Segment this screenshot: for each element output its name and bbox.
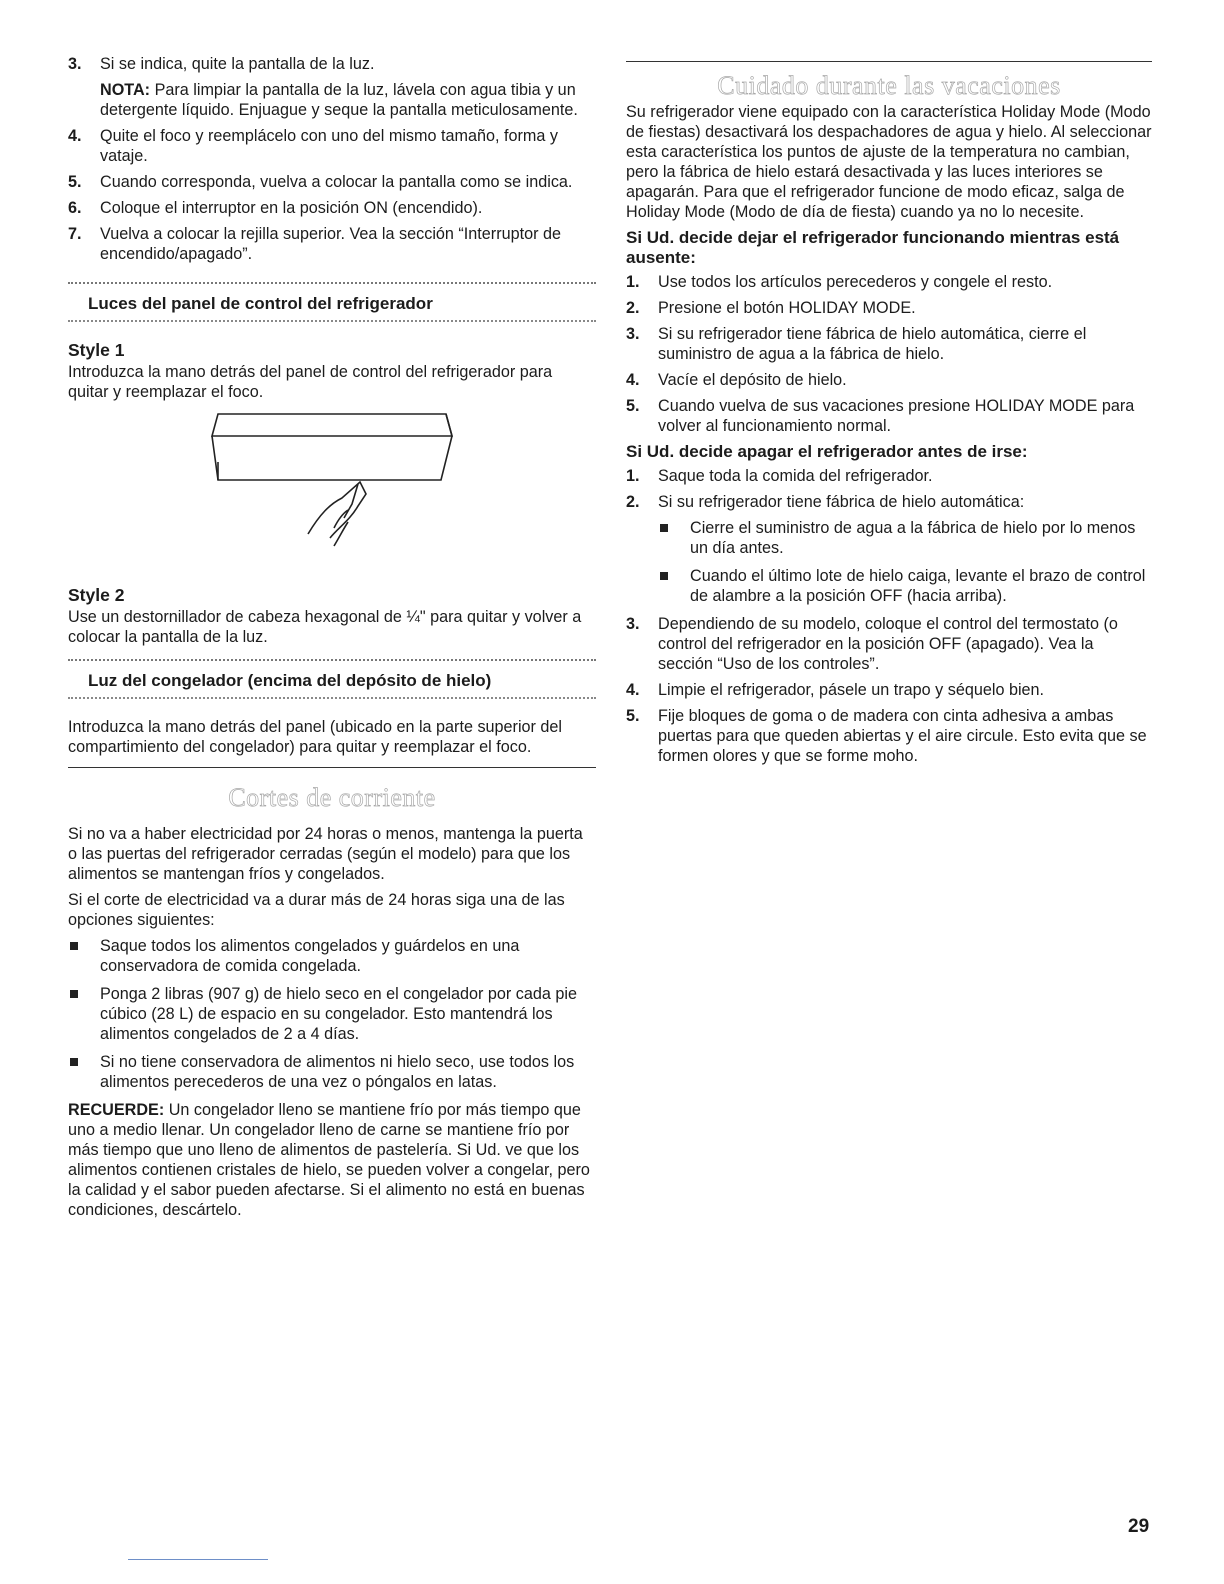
step-text: Si su refrigerador tiene fábrica de hielo automática:: [658, 493, 1025, 511]
remember-paragraph: [68, 1100, 596, 1220]
bullet-item: [658, 566, 1152, 606]
step-number: 5.: [626, 707, 640, 725]
remember-text: Un congelador lleno se mantiene frío por más tiempo que uno a medio llenar. Un congelador lleno de carne se mantiene frío por más tiempo que uno lleno de alimentos de pastelería. Si Ud. ve que los alimentos contienen cristales de hielo, se pueden volver a congelar, pero la calidad y el sabor pueden afectarse. Si el alimento no está en buenas condiciones, descártelo.: [68, 1101, 590, 1219]
step-text: Saque toda la comida del refrigerador.: [658, 467, 933, 485]
step-number: 1.: [626, 467, 640, 485]
remember-label: RECUERDE:: [68, 1101, 165, 1119]
step-number: 5.: [68, 173, 82, 191]
step-text: Quite el foco y reemplácelo con uno del mismo tamaño, forma y vataje.: [100, 127, 558, 165]
bullet-item: [658, 518, 1152, 558]
note-text: Para limpiar la pantalla de la luz, lávela con agua tibia y un detergente líquido. Enjuague y seque la pantalla meticulosamente.: [100, 81, 578, 119]
bullet-square-icon: [68, 936, 100, 976]
step-item: [626, 396, 1152, 436]
style1-title: Style 1: [68, 340, 125, 360]
style2-text: Use un destornillador de cabeza hexagonal de ¼" para quitar y volver a colocar la pantalla de la luz.: [68, 608, 582, 646]
section-divider: [68, 659, 596, 661]
step-item: [68, 198, 596, 218]
style2-title: Style 2: [68, 585, 125, 605]
power-outage-para2: Si el corte de electricidad va a durar más de 24 horas siga una de las opciones siguientes:: [68, 891, 565, 929]
step-text: Vacíe el depósito de hielo.: [658, 371, 847, 389]
step-text: Vuelva a colocar la rejilla superior. Vea la sección “Interruptor de encendido/apagado”.: [100, 225, 561, 263]
off-heading: Si Ud. decide apagar el refrigerador antes de irse:: [626, 442, 1028, 461]
step-item: [626, 680, 1152, 700]
vacation-heading: Cuidado durante las vacaciones: [717, 71, 1061, 100]
step-number: 3.: [626, 325, 640, 343]
power-outage-para1: Si no va a haber electricidad por 24 horas o menos, mantenga la puerta o las puertas del refrigerador cerradas (según el modelo) para que los alimentos se mantengan fríos y congelados.: [68, 825, 583, 883]
step-number: 7.: [68, 225, 82, 243]
running-heading: Si Ud. decide dejar el refrigerador funcionando mientras está ausente:: [626, 228, 1120, 267]
step-item: [626, 370, 1152, 390]
step-item: [626, 324, 1152, 364]
page-number: 29: [1128, 1516, 1150, 1537]
section-heading-control-panel-lights: Luces del panel de control del refrigerador: [68, 290, 596, 322]
step-item: [626, 272, 1152, 292]
bullet-text: Ponga 2 libras (907 g) de hielo seco en el congelador por cada pie cúbico (28 L) de espacio en su congelador. Esto mantendrá los alimentos congelados de 2 a 4 días.: [100, 985, 577, 1043]
section-rule: [68, 767, 596, 768]
step-item: [68, 54, 596, 74]
bullet-item: [68, 936, 596, 976]
step-item: [68, 172, 596, 192]
step-text: Presione el botón HOLIDAY MODE.: [658, 299, 916, 317]
bullet-square-icon: [658, 566, 690, 606]
step-number: 4.: [626, 681, 640, 699]
step-number: 3.: [626, 615, 640, 633]
bullet-text: Si no tiene conservadora de alimentos ni hielo seco, use todos los alimentos perecederos de una vez o póngalos en latas.: [100, 1053, 575, 1091]
step-text: Coloque el interruptor en la posición ON (encendido).: [100, 199, 483, 217]
step-text: Fije bloques de goma o de madera con cinta adhesiva a ambas puertas para que queden abiertas y el aire circule. Esto evita que se formen olores y que se forme moho.: [658, 707, 1147, 765]
step-text: Cuando corresponda, vuelva a colocar la pantalla como se indica.: [100, 173, 573, 191]
step-item: [68, 126, 596, 166]
note: [68, 80, 596, 120]
step-number: 3.: [68, 55, 82, 73]
step-number: 6.: [68, 199, 82, 217]
vacation-intro: Su refrigerador viene equipado con la característica Holiday Mode (Modo de fiestas) desactivará los despachadores de agua y hielo. Al seleccionar esta característica los puntos de ajuste de la temperatura no cambian, pero la fábrica de hielo estará desactivada y las luces interiores se apagarán. Para que el refrigerador funcione de modo eficaz, salga de Holiday Mode (Modo de día de fiesta) cuando ya no lo necesite.: [626, 103, 1152, 221]
step-text: Si su refrigerador tiene fábrica de hielo automática, cierre el suministro de agua a la fábrica de hielo.: [658, 325, 1087, 363]
step-text: Cuando vuelva de sus vacaciones presione HOLIDAY MODE para volver al funcionamiento normal.: [658, 397, 1135, 435]
power-outage-heading: Cortes de corriente: [228, 783, 436, 812]
step-item: [626, 614, 1152, 674]
section-rule: [626, 61, 1152, 62]
light-cover-drawing: [68, 410, 596, 570]
section-divider: [68, 282, 596, 284]
light-cover-illustration: [68, 410, 596, 575]
note-label: NOTA:: [100, 81, 151, 99]
sub-bullet-list: [626, 518, 1152, 606]
step-text: Use todos los artículos perecederos y congele el resto.: [658, 273, 1053, 291]
step-number: 4.: [626, 371, 640, 389]
step-item: [626, 298, 1152, 318]
step-item: [68, 224, 596, 264]
bullet-text: Saque todos los alimentos congelados y guárdelos en una conservadora de comida congelada.: [100, 937, 520, 975]
step-number: 2.: [626, 299, 640, 317]
bullet-item: [68, 1052, 596, 1092]
bullet-text: Cuando el último lote de hielo caiga, levante el brazo de control de alambre a la posición OFF (hacia arriba).: [690, 567, 1146, 605]
step-number: 5.: [626, 397, 640, 415]
bullet-item: [68, 984, 596, 1044]
style1-text: Introduzca la mano detrás del panel de control del refrigerador para quitar y reemplazar el foco.: [68, 363, 553, 401]
step-text: Si se indica, quite la pantalla de la luz.: [100, 55, 375, 73]
left-column: [68, 54, 596, 1226]
bullet-square-icon: [68, 984, 100, 1044]
step-text: Dependiendo de su modelo, coloque el control del termostato (o control del refrigerador en la posición OFF (apagado). Vea la sección “Uso de los controles”.: [658, 615, 1118, 673]
step-number: 2.: [626, 493, 640, 511]
footer-rule: [128, 1559, 268, 1560]
step-text: Limpie el refrigerador, pásele un trapo y séquelo bien.: [658, 681, 1045, 699]
bullet-square-icon: [658, 518, 690, 558]
step-item: [626, 706, 1152, 766]
section-heading-freezer-light: Luz del congelador (encima del depósito de hielo): [68, 667, 596, 699]
step-number: 4.: [68, 127, 82, 145]
right-column: [626, 54, 1152, 772]
step-item: [626, 492, 1152, 512]
step-item: [626, 466, 1152, 486]
bullet-square-icon: [68, 1052, 100, 1092]
bullet-text: Cierre el suministro de agua a la fábrica de hielo por lo menos un día antes.: [690, 519, 1136, 557]
step-number: 1.: [626, 273, 640, 291]
freezer-light-text: Introduzca la mano detrás del panel (ubicado en la parte superior del compartimiento del congelador) para quitar y reemplazar el foco.: [68, 718, 563, 756]
